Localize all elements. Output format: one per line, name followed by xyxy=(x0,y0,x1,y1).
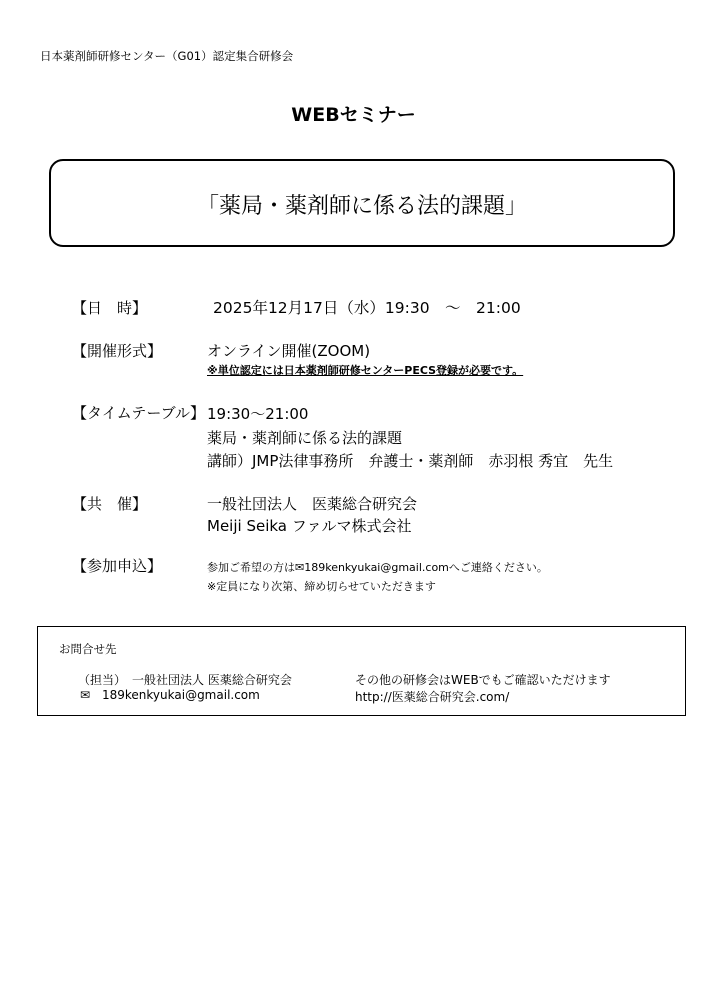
cohost-line1: 一般社団法人 医薬総合研究会 xyxy=(207,495,418,513)
format-note: ※単位認定には日本薬剤師研修センターPECS登録が必要です。 xyxy=(207,364,524,377)
contact-email[interactable]: 189kenkyukai@gmail.com xyxy=(102,688,260,702)
seminar-title: 「薬局・薬剤師に係る法的課題」 xyxy=(196,194,527,219)
contact-person: （担当） 一般社団法人 医薬総合研究会 xyxy=(78,673,292,687)
email-icon: ✉ xyxy=(80,688,91,702)
application-label: 【参加申込】 xyxy=(72,557,163,575)
format-label: 【開催形式】 xyxy=(72,342,163,360)
contact-box xyxy=(37,626,686,716)
timetable-lecturer: 講師）JMP法律事務所 弁護士・薬剤師 赤羽根 秀宜 先生 xyxy=(207,452,614,470)
timetable-time: 19:30～21:00 xyxy=(207,405,309,423)
contact-other-info: その他の研修会はWEBでもご確認いただけます xyxy=(355,673,611,687)
cohost-label: 【共 催】 xyxy=(72,495,148,513)
organizer-line: 日本薬剤師研修センター（G01）認定集合研修会 xyxy=(40,49,294,63)
timetable-topic: 薬局・薬剤師に係る法的課題 xyxy=(207,429,403,447)
format-value: オンライン開催(ZOOM) xyxy=(207,342,371,360)
contact-url[interactable]: http://医薬総合研究会.com/ xyxy=(355,690,510,704)
application-line1: 参加ご希望の方は✉189kenkyukai@gmail.comへご連絡ください。 xyxy=(207,561,548,574)
datetime-label: 【日 時】 xyxy=(72,299,148,317)
seminar-title-box xyxy=(49,159,675,247)
document-title: WEBセミナー xyxy=(291,104,416,126)
datetime-value: 2025年12月17日（水）19:30 ～ 21:00 xyxy=(213,299,521,317)
cohost-line2: Meiji Seika ファルマ株式会社 xyxy=(207,517,412,535)
contact-heading: お問合せ先 xyxy=(59,642,117,656)
timetable-label: 【タイムテーブル】 xyxy=(72,404,206,422)
application-line2: ※定員になり次第、締め切らせていただきます xyxy=(207,580,436,593)
